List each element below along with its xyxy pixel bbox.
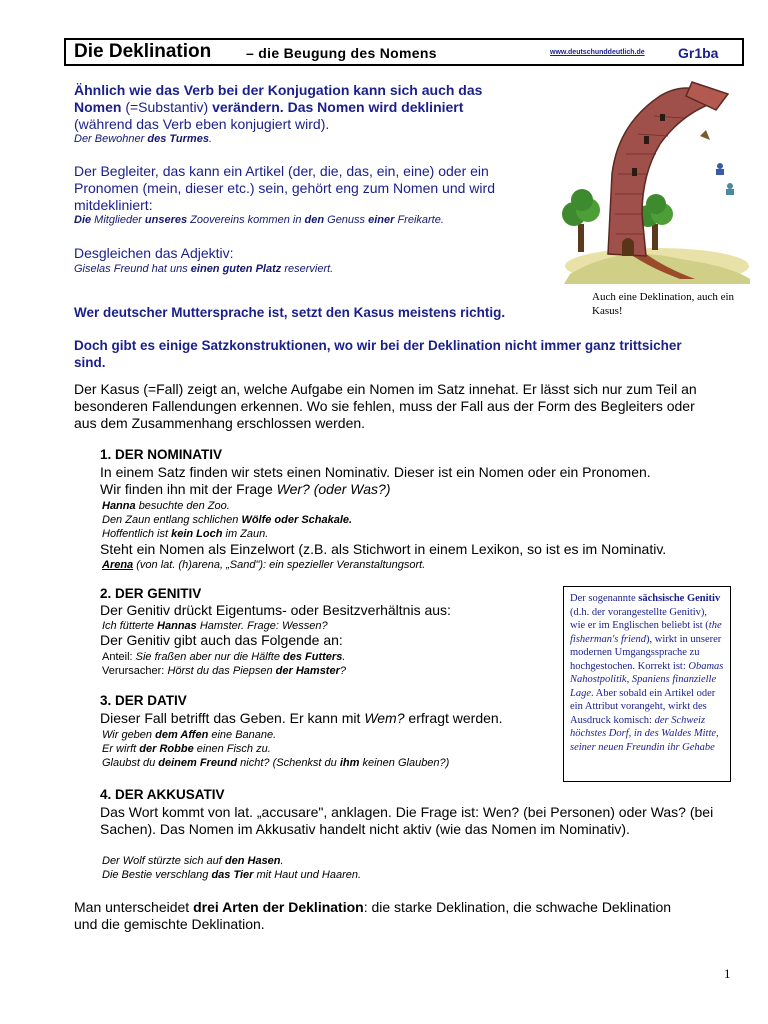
intro-example-3: Giselas Freund hat uns einen guten Platz reserviert. — [74, 263, 334, 275]
intro-paragraph-3: Desgleichen das Adjektiv: — [74, 245, 234, 261]
dativ-example-1: Wir geben dem Affen eine Banane. — [102, 729, 277, 741]
nominativ-example-1: Hanna besuchte den Zoo. — [102, 500, 230, 512]
saxon-genitive-note: Der sogenannte sächsische Genitiv (d.h. der vorangestellte Genitiv), wie er im Englischen beliebt ist (the fisherman's friend), wirkt in unserer modernen Umgangssprache zu hochgestochen. Korrekt ist: Obamas Nahostpolitik, Spaniens finanzielle Lage. Aber sobald ein Artikel oder ein Attribut vorangeht, wirkt des Ausdruck komisch: der Schweiz höchstes Dorf, in des Waldes Mitte, seiner neuen Freundin ihr Gehabe — [563, 586, 731, 782]
nominativ-example-4: Arena (von lat. (h)arena, „Sand"): ein spezieller Veranstaltungsort. — [102, 559, 426, 571]
akkusativ-example-2: Die Bestie verschlang das Tier mit Haut und Haaren. — [102, 869, 362, 881]
genitiv-example-2: Anteil: Sie fraßen aber nur die Hälfte des Futters. — [102, 651, 346, 663]
nominativ-example-3: Hoffentlich ist kein Loch im Zaun. — [102, 528, 269, 540]
document-code: Gr1ba — [678, 45, 719, 61]
intro-example-2: Die Mitglieder unseres Zoovereins kommen in den Genuss einer Freikarte. — [74, 214, 444, 226]
heading-akkusativ: 4. DER AKKUSATIV — [100, 787, 225, 802]
intro-paragraph-2: Der Begleiter, das kann ein Artikel (der, die, das, ein, eine) oder ein Pronomen (mein, dieser etc.) sein, gehört eng zum Nomen und wird mitdekliniert: — [74, 163, 495, 213]
tower-illustration — [560, 74, 754, 284]
page-subtitle: – die Beugung des Nomens — [246, 45, 437, 61]
genitiv-example-3: Verursacher: Hörst du das Piepsen der Hamster? — [102, 665, 346, 677]
dativ-line-1: Dieser Fall betrifft das Geben. Er kann mit Wem? erfragt werden. — [100, 710, 503, 726]
page-title: Die Deklination — [74, 41, 212, 62]
dativ-example-3: Glaubst du deinem Freund nicht? (Schenkst du ihm keinen Glauben?) — [102, 757, 450, 769]
genitiv-line-2: Der Genitiv gibt auch das Folgende an: — [100, 632, 343, 648]
statement-mother-tongue: Wer deutscher Muttersprache ist, setzt den Kasus meistens richtig. — [74, 305, 506, 320]
dativ-example-2: Er wirft der Robbe einen Fisch zu. — [102, 743, 271, 755]
genitiv-example-1: Ich fütterte Hannas Hamster. Frage: Wessen? — [102, 620, 328, 632]
nominativ-line-1: In einem Satz finden wir stets einen Nominativ. Dieser ist ein Nomen oder ein Pronomen. — [100, 464, 651, 480]
page-number: 1 — [724, 966, 731, 981]
nominativ-example-2: Den Zaun entlang schlichen Wölfe oder Schakale. — [102, 514, 353, 526]
akkusativ-line-1: Das Wort kommt von lat. „accusare", anklagen. Die Frage ist: Wen? (bei Personen) oder Was? (bei Sachen). Das Nomen im Akkusativ handelt nicht aktiv (wie das Nomen im Nominativ). — [100, 804, 714, 837]
heading-dativ: 3. DER DATIV — [100, 693, 187, 708]
heading-genitiv: 2. DER GENITIV — [100, 586, 202, 601]
kasus-explanation: Der Kasus (=Fall) zeigt an, welche Aufgabe ein Nomen im Satz innehat. Er lässt sich nur zum Teil an besonderen Fallendungen erkennen. Wo sie fehlen, muss der Fall aus der Form des Begleiters oder aus dem Zusammenhang erschlossen werden. — [74, 381, 697, 431]
website-link[interactable]: www.deutschunddeutlich.de — [550, 49, 645, 56]
intro-paragraph-1: Ähnlich wie das Verb bei der Konjugation kann sich auch das Nomen (=Substantiv) verändern. Das Nomen wird dekliniert (während das Verb eben konjugiert wird). — [74, 82, 483, 132]
header-box — [64, 38, 744, 66]
akkusativ-example-1: Der Wolf stürzte sich auf den Hasen. — [102, 855, 284, 867]
genitiv-line-1: Der Genitiv drückt Eigentums- oder Besitzverhältnis aus: — [100, 602, 451, 618]
nominativ-line-2: Wir finden ihn mit der Frage Wer? (oder Was?) — [100, 481, 391, 497]
illustration-caption: Auch eine Deklination, auch ein Kasus! — [592, 291, 735, 317]
heading-nominativ: 1. DER NOMINATIV — [100, 447, 223, 462]
nominativ-line-3: Steht ein Nomen als Einzelwort (z.B. als Stichwort in einem Lexikon, so ist es im Nominativ. — [100, 541, 667, 557]
statement-constructions: Doch gibt es einige Satzkonstruktionen, wo wir bei der Deklination nicht immer ganz trittsicher sind. — [74, 338, 682, 370]
conclusion-paragraph: Man unterscheidet drei Arten der Deklination: die starke Deklination, die schwache Deklination und die gemischte Deklination. — [74, 899, 672, 932]
intro-example-1: Der Bewohner des Turmes. — [74, 133, 213, 145]
